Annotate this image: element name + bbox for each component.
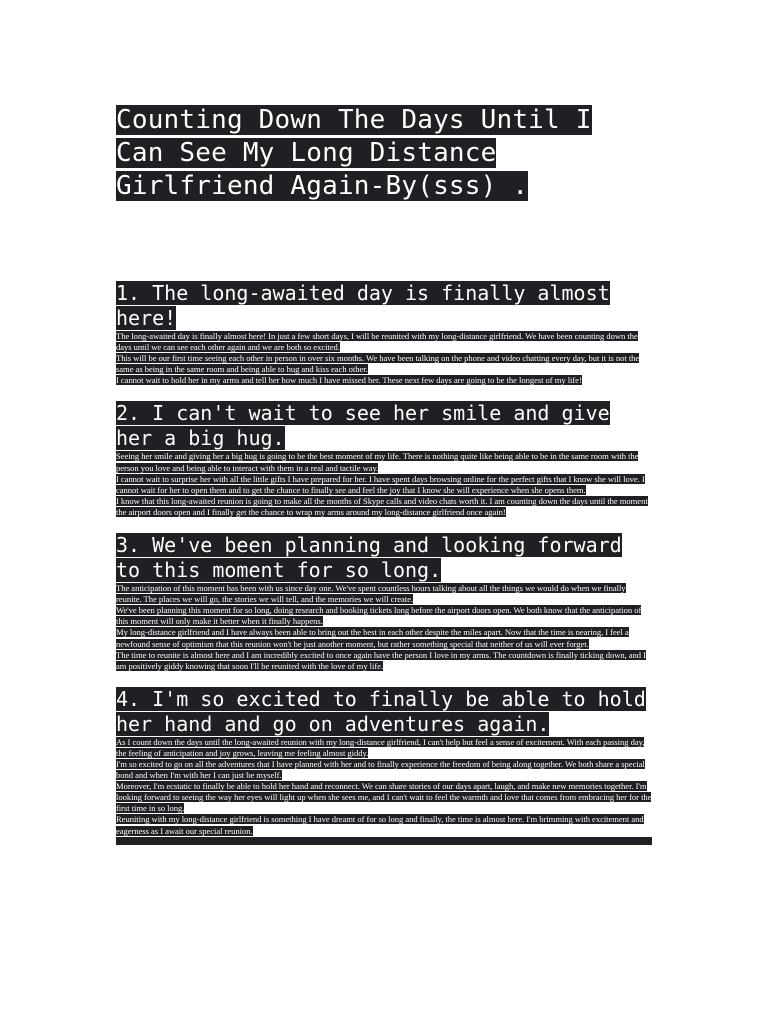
section-4	[116, 687, 652, 845]
section-heading-text: 2. I can't wait to see her smile and give her a big hug.	[116, 401, 610, 451]
section-heading-text: 4. I'm so excited to finally be able to hold her hand and go on adventures again.	[116, 686, 646, 736]
paragraph-text: Seeing her smile and giving her a big hug is going to be the best moment of my life. There is nothing quite like being able to be in the same room with the person you love and being able to interact with them in a real and tactile way.	[116, 451, 639, 473]
paragraph-text: I'm so excited to go on all the adventures that I have planned with her and to finally experience the freedom of being along together. We both share a special bond and when I'm with her I can just be myself.	[116, 758, 645, 781]
paragraph-text: I cannot wait to surprise her with all the little gifts I have prepared for her. I have spent days browsing online for the perfect gifts that I know she will love. I cannot wait for her to open them and to get the chance to finally see and feel the joy that I know she will experience when she opens them.	[116, 473, 645, 495]
paragraph-text: As I count down the days until the long-awaited reunion with my long-distance girlfriend, I can't help but feel a sense of excitement. With each passing day, the feeling of anticipation and joy grows, leaving me feeling almost giddy.	[116, 736, 645, 758]
document-title-text: Counting Down The Days Until I Can See My Long Distance Girlfriend Again-By(sss) .	[116, 105, 592, 201]
section-3	[116, 533, 652, 672]
paragraph	[116, 605, 652, 627]
paragraph	[116, 583, 652, 605]
paragraph-text: I cannot wait to hold her in my arms and tell her how much I have missed her. These next few days are going to be the longest of my life!	[116, 375, 582, 386]
section-1	[116, 281, 652, 386]
section-heading	[116, 687, 652, 737]
paragraph-text: This will be our first time seeing each other in person in over six months. We have been talking on the phone and video chatting every day, but it is not the same as being in the same room and being able to hug and kiss each other.	[116, 353, 640, 375]
section-heading	[116, 281, 652, 331]
paragraph	[116, 331, 652, 353]
paragraph-text: The long-awaited day is finally almost here! In just a few short days, I will be reunited with my long-distance girlfriend. We have been counting down the days until we can see each other again and we are both so excited.	[116, 331, 638, 353]
paragraph	[116, 375, 652, 386]
paragraph-text: The anticipation of this moment has been with us since day one. We've spent countless hours talking about all the things we would do when we finally reunite. The places we will go, the stories we will tell, and the memories we will create.	[116, 583, 626, 605]
section-heading-text: 1. The long-awaited day is finally almost here!	[116, 281, 610, 330]
paragraph	[116, 627, 652, 649]
paragraph	[116, 759, 652, 781]
section-heading	[116, 401, 652, 451]
paragraph	[116, 737, 652, 759]
paragraph-text: We've been planning this moment for so long, doing research and booking tickets long before the airport doors open. We both know that the anticipation of this moment will only make it better when it finally happens.	[116, 605, 642, 627]
highlight-end-bar	[116, 837, 652, 845]
section-heading	[116, 533, 652, 583]
paragraph	[116, 353, 652, 375]
section-heading-text: 3. We've been planning and looking forward to this moment for so long.	[116, 533, 622, 583]
paragraph	[116, 474, 652, 496]
paragraph-text: Moreover, I'm ecstatic to finally be able to hold her hand and reconnect. We can share stories of our days apart, laugh, and make new memories together. I'm looking forward to seeing the way her eyes will light up when she sees me, and I can't wait to feel the warmth and love that comes from embracing her for the first time in so long.	[116, 781, 652, 814]
document-page	[116, 104, 652, 845]
paragraph	[116, 650, 652, 672]
paragraph-text: My long-distance girlfriend and I have always been able to bring out the best in each other despite the miles apart. Now that the time is nearing, I feel a newfound sense of optimism that this reunion won't be just another moment, but rather something special that neither of us will ever forget.	[116, 627, 629, 649]
paragraph-text: The time to reunite is almost here and I am incredibly excited to once again have the person I love in my arms. The countdown is finally ticking down, and I am positively giddy knowing that soon I'll be reunited with the love of my life.	[116, 649, 646, 671]
paragraph	[116, 451, 652, 473]
section-2	[116, 401, 652, 518]
paragraph-text: I know that this long-awaited reunion is going to make all the months of Skype calls and video chats worth it. I am counting down the days until the moment the airport doors open and I finally get the chance to wrap my arms around my long-distance girlfriend once again!	[116, 495, 648, 517]
paragraph	[116, 781, 652, 814]
paragraph-text: Reuniting with my long-distance girlfriend is something I have dreamt of for so long and finally, the time is almost here. I'm brimming with excitement and eagerness as I await our special reunion.	[116, 814, 644, 836]
paragraph	[116, 496, 652, 518]
paragraph	[116, 814, 652, 836]
document-title	[116, 104, 652, 203]
